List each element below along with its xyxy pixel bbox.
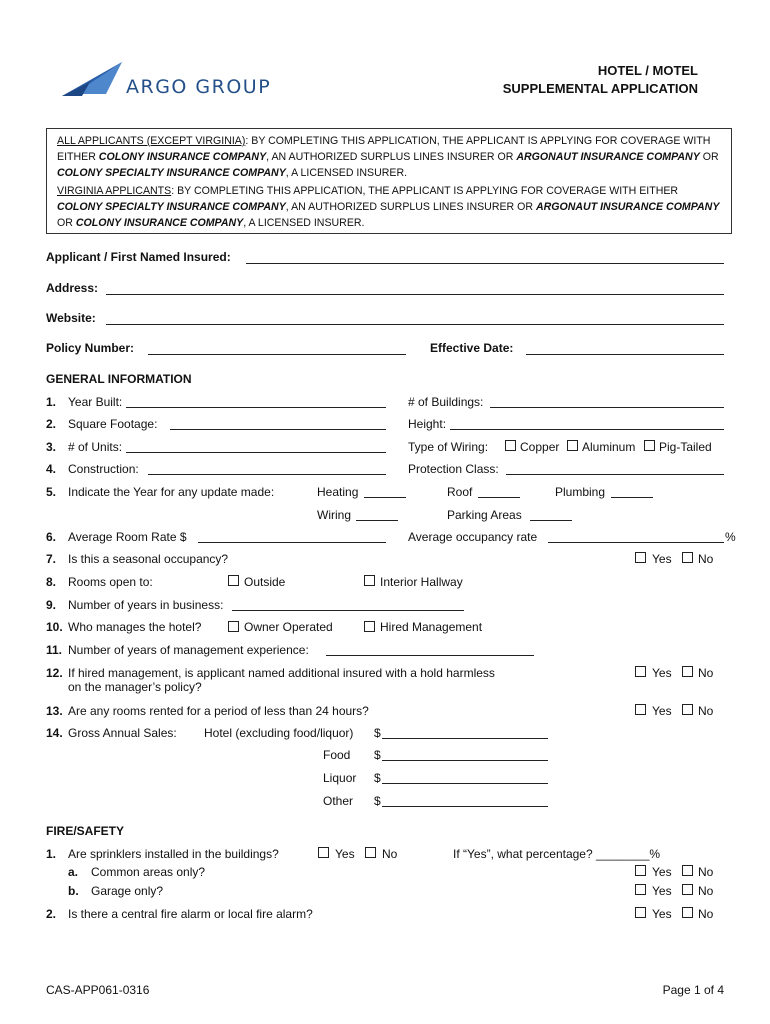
plumbing-field[interactable] <box>611 497 653 498</box>
address-label: Address: <box>46 281 99 295</box>
yes-label: Yes <box>652 907 672 921</box>
q-number: 2. <box>46 417 57 431</box>
units-label: # of Units: <box>68 440 123 454</box>
yes-label: Yes <box>652 704 672 718</box>
q-number: 12. <box>46 666 63 680</box>
years-business-label: Number of years in business: <box>68 598 224 612</box>
form-title-line1: HOTEL / MOTEL <box>597 63 698 78</box>
sprinklers-yes-checkbox[interactable] <box>318 847 329 858</box>
years-mgmt-label: Number of years of management experience: <box>68 643 309 657</box>
q-number: 14. <box>46 726 63 740</box>
outside-label: Outside <box>244 575 286 589</box>
form-id: CAS-APP061-0316 <box>46 983 150 997</box>
room-rate-label: Average Room Rate $ <box>68 530 187 544</box>
yes-label: Yes <box>652 666 672 680</box>
sprinkler-percentage[interactable]: If “Yes”, what percentage? ________% <box>453 847 661 861</box>
q-number: 6. <box>46 530 57 544</box>
height-label: Height: <box>408 417 447 431</box>
copper-checkbox[interactable] <box>505 440 516 451</box>
q-number: 7. <box>46 552 57 566</box>
roof-field[interactable] <box>478 497 520 498</box>
all-applicants-notice: ALL APPLICANTS (EXCEPT VIRGINIA): BY COMPLETING THIS APPLICATION, THE APPLICANT IS APPLYING FOR COVERAGE WITH EITHER COLONY INSURANCE COMPANY, AN AUTHORIZED SURPLUS LINES INSURER OR ARGONAUT INSURANCE COMPANY OR COLONY SPECIALTY INSURANCE COMPANY, A LICENSED INSURER. <box>57 135 719 179</box>
years-business-field[interactable] <box>232 610 464 611</box>
yes-label: Yes <box>652 552 672 566</box>
hired-insured-no-checkbox[interactable] <box>682 666 693 677</box>
q-number: 1. <box>46 395 57 409</box>
protection-field[interactable] <box>506 474 724 475</box>
page-number: Page 1 of 4 <box>662 983 724 997</box>
effective-date-field[interactable] <box>526 354 724 355</box>
parking-label: Parking Areas <box>447 508 522 522</box>
argo-logo-mark <box>60 60 124 100</box>
seasonal-no-checkbox[interactable] <box>682 552 693 563</box>
who-manages-label: Who manages the hotel? <box>68 620 202 634</box>
buildings-field[interactable] <box>490 407 724 408</box>
aluminum-checkbox[interactable] <box>567 440 578 451</box>
fire-safety-heading: FIRE/SAFETY <box>46 824 125 838</box>
roof-label: Roof <box>447 485 473 499</box>
interior-label: Interior Hallway <box>380 575 463 589</box>
q-number: 13. <box>46 704 63 718</box>
garage-no-checkbox[interactable] <box>682 884 693 895</box>
policy-number-label: Policy Number: <box>46 341 135 355</box>
sprinklers-no-checkbox[interactable] <box>365 847 376 858</box>
plumbing-label: Plumbing <box>555 485 606 499</box>
no-label: No <box>698 552 714 566</box>
no-label: No <box>698 704 714 718</box>
wiring-type-label: Type of Wiring: <box>408 440 489 454</box>
sqft-field[interactable] <box>170 429 386 430</box>
liquor-sales-field[interactable] <box>382 783 548 784</box>
no-label: No <box>698 907 714 921</box>
alarm-label: Is there a central fire alarm or local fire alarm? <box>68 907 313 921</box>
rented-yes-checkbox[interactable] <box>635 704 646 715</box>
dollar-sign: $ <box>374 748 381 762</box>
form-title-line2: SUPPLEMENTAL APPLICATION <box>502 81 698 96</box>
alarm-yes-checkbox[interactable] <box>635 907 646 918</box>
effective-date-label: Effective Date: <box>430 341 514 355</box>
room-rate-field[interactable] <box>198 542 386 543</box>
liquor-sales-label: Liquor <box>323 771 357 785</box>
hotel-sales-label: Hotel (excluding food/liquor) <box>204 726 354 740</box>
q-number: 2. <box>46 907 57 921</box>
rooms-open-label: Rooms open to: <box>68 575 153 589</box>
seasonal-label: Is this a seasonal occupancy? <box>68 552 229 566</box>
pigtailed-checkbox[interactable] <box>644 440 655 451</box>
owner-operated-checkbox[interactable] <box>228 621 239 632</box>
website-field[interactable] <box>106 324 724 325</box>
hired-management-checkbox[interactable] <box>364 621 375 632</box>
year-built-field[interactable] <box>126 407 386 408</box>
policy-number-field[interactable] <box>148 354 406 355</box>
q-number: 3. <box>46 440 57 454</box>
seasonal-yes-checkbox[interactable] <box>635 552 646 563</box>
dollar-sign: $ <box>374 794 381 808</box>
heating-field[interactable] <box>364 497 406 498</box>
yes-label: Yes <box>652 884 672 898</box>
construction-field[interactable] <box>148 474 386 475</box>
common-areas-label: Common areas only? <box>91 865 206 879</box>
other-sales-field[interactable] <box>382 806 548 807</box>
q-number: 11. <box>46 643 63 657</box>
no-label: No <box>698 666 714 680</box>
no-label: No <box>698 865 714 879</box>
occupancy-label: Average occupancy rate <box>408 530 538 544</box>
website-label: Website: <box>46 311 96 325</box>
aluminum-label: Aluminum <box>582 440 636 454</box>
alarm-no-checkbox[interactable] <box>682 907 693 918</box>
hired-insured-yes-checkbox[interactable] <box>635 666 646 677</box>
occupancy-field[interactable] <box>548 542 724 543</box>
owner-operated-label: Owner Operated <box>244 620 333 634</box>
hired-q-line1: If hired management, is applicant named additional insured with a hold harmless <box>68 666 495 680</box>
garage-yes-checkbox[interactable] <box>635 884 646 895</box>
applicant-notice <box>46 128 732 234</box>
update-label: Indicate the Year for any update made: <box>68 485 275 499</box>
gross-sales-label: Gross Annual Sales: <box>68 726 177 740</box>
address-field[interactable] <box>106 294 724 295</box>
insured-label: Applicant / First Named Insured: <box>46 250 231 264</box>
parking-field[interactable] <box>530 520 572 521</box>
buildings-label: # of Buildings: <box>408 395 484 409</box>
general-heading: GENERAL INFORMATION <box>46 372 192 386</box>
percent-sign: % <box>725 530 736 544</box>
pigtailed-label: Pig-Tailed <box>659 440 712 454</box>
protection-label: Protection Class: <box>408 462 499 476</box>
yes-label: Yes <box>335 847 355 861</box>
sub-letter: a. <box>68 865 79 879</box>
garage-label: Garage only? <box>91 884 164 898</box>
wiring-field[interactable] <box>356 520 398 521</box>
height-field[interactable] <box>450 429 724 430</box>
q-number: 8. <box>46 575 57 589</box>
hired-management-label: Hired Management <box>380 620 483 634</box>
q-number: 5. <box>46 485 57 499</box>
q-number: 9. <box>46 598 57 612</box>
interior-checkbox[interactable] <box>364 575 375 586</box>
sub-letter: b. <box>68 884 79 898</box>
food-sales-field[interactable] <box>382 760 548 761</box>
logo-text: ARGO GROUP <box>126 76 272 98</box>
years-mgmt-field[interactable] <box>326 655 534 656</box>
insured-field[interactable] <box>246 263 724 264</box>
q-number: 10. <box>46 620 63 634</box>
sprinklers-label: Are sprinklers installed in the buildings? <box>68 847 279 861</box>
hotel-sales-field[interactable] <box>382 738 548 739</box>
heating-label: Heating <box>317 485 359 499</box>
units-field[interactable] <box>126 452 386 453</box>
q-number: 1. <box>46 847 57 861</box>
no-label: No <box>382 847 398 861</box>
other-sales-label: Other <box>323 794 354 808</box>
q-number: 4. <box>46 462 57 476</box>
food-sales-label: Food <box>323 748 351 762</box>
year-built-label: Year Built: <box>68 395 123 409</box>
sqft-label: Square Footage: <box>68 417 158 431</box>
outside-checkbox[interactable] <box>228 575 239 586</box>
no-label: No <box>698 884 714 898</box>
common-no-checkbox[interactable] <box>682 865 693 876</box>
virginia-notice: VIRGINIA APPLICANTS: BY COMPLETING THIS APPLICATION, THE APPLICANT IS APPLYING FOR COVERAGE WITH EITHER COLONY SPECIALTY INSURANCE COMPANY, AN AUTHORIZED SURPLUS LINES INSURER OR ARGONAUT INSURANCE COMPANY OR COLONY INSURANCE COMPANY, A LICENSED INSURER. <box>57 185 720 229</box>
copper-label: Copper <box>520 440 560 454</box>
rented-no-checkbox[interactable] <box>682 704 693 715</box>
rented-label: Are any rooms rented for a period of less than 24 hours? <box>68 704 369 718</box>
common-yes-checkbox[interactable] <box>635 865 646 876</box>
hired-q-line2: on the manager’s policy? <box>68 680 202 694</box>
yes-label: Yes <box>652 865 672 879</box>
wiring-label: Wiring <box>317 508 352 522</box>
construction-label: Construction: <box>68 462 139 476</box>
dollar-sign: $ <box>374 771 381 785</box>
dollar-sign: $ <box>374 726 381 740</box>
